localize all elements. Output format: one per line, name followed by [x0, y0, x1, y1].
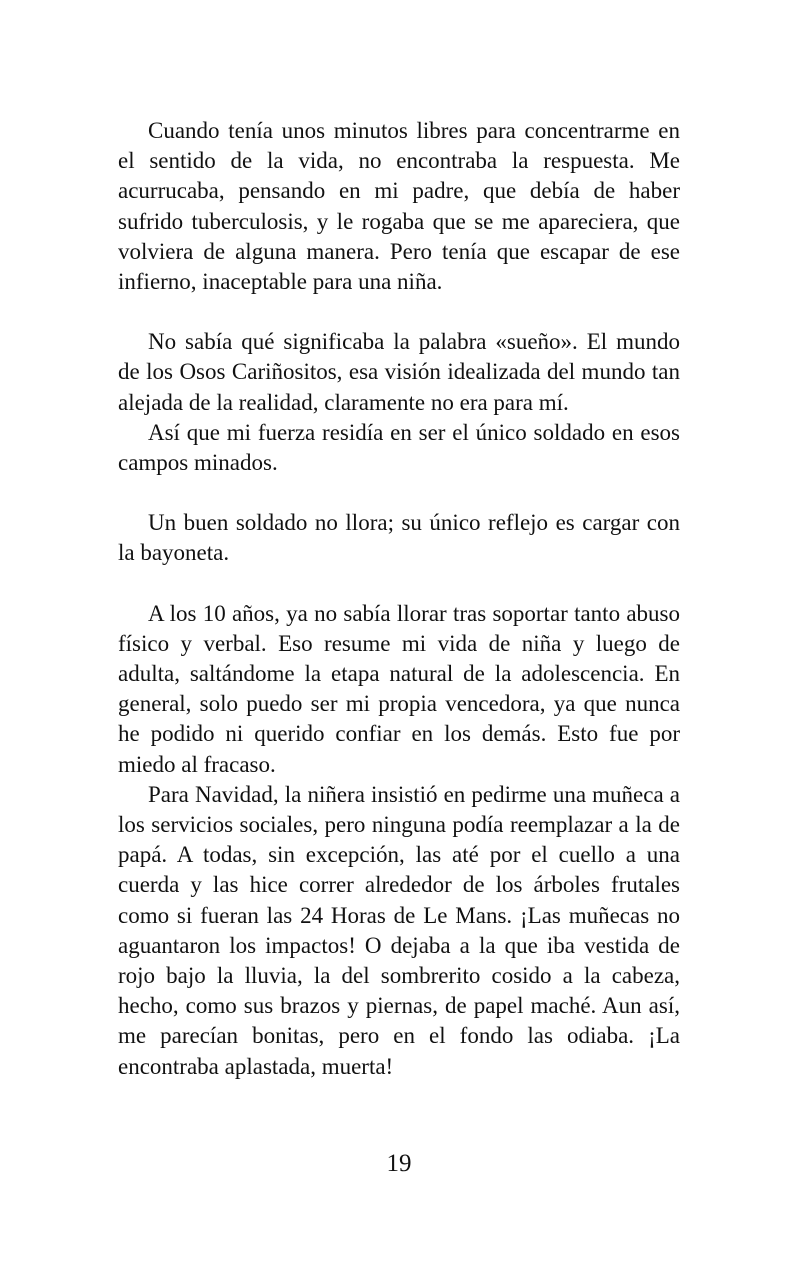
paragraph: Para Navidad, la niñera insistió en pedirme una muñeca a los servicios sociales, pero ninguna podía reemplazar a la de papá. A todas, sin excepción, las até por el cuello a una cuerda y las hice correr alrededor de los árboles frutales como si fueran las 24 Horas de Le Mans. ¡Las muñecas no aguantaron los impactos! O dejaba a la que iba vestida de rojo bajo la lluvia, la del sombrerito cosido a la cabeza, hecho, como sus brazos y piernas, de papel maché. Aun así, me parecían bonitas, pero en el fondo las odiaba. ¡La encontraba aplastada, muerta! [118, 781, 680, 1079]
paragraph: A los 10 años, ya no sabía llorar tras soportar tanto abuso físico y verbal. Eso resume mi vida de niña y luego de adulta, saltándome la etapa natural de la adolescencia. En general, solo puedo ser mi propia vencedora, ya que nunca he podido ni querido confiar en los demás. Esto fue por miedo al fracaso. [118, 600, 680, 777]
page-body [118, 116, 680, 1082]
paragraph: Un buen soldado no llora; su único reflejo es cargar con la bayoneta. [118, 510, 680, 566]
paragraph: No sabía qué significaba la palabra «sueño». El mundo de los Osos Cariñositos, esa visión idealizada del mundo tan alejada de la realidad, claramente no era para mí. [118, 329, 680, 415]
paragraph: Así que mi fuerza residía en ser el único soldado en esos campos minados. [118, 419, 680, 476]
paragraph: Cuando tenía unos minutos libres para concentrarme en el sentido de la vida, no encontraba la respuesta. Me acurrucaba, pensando en mi padre, que debía de haber sufrido tuberculosis, y le rogaba que se me apareciera, que volviera de alguna manera. Pero tenía que escapar de ese infierno, inaceptable para una niña. [118, 118, 680, 295]
page-number: 19 [386, 1150, 412, 1177]
